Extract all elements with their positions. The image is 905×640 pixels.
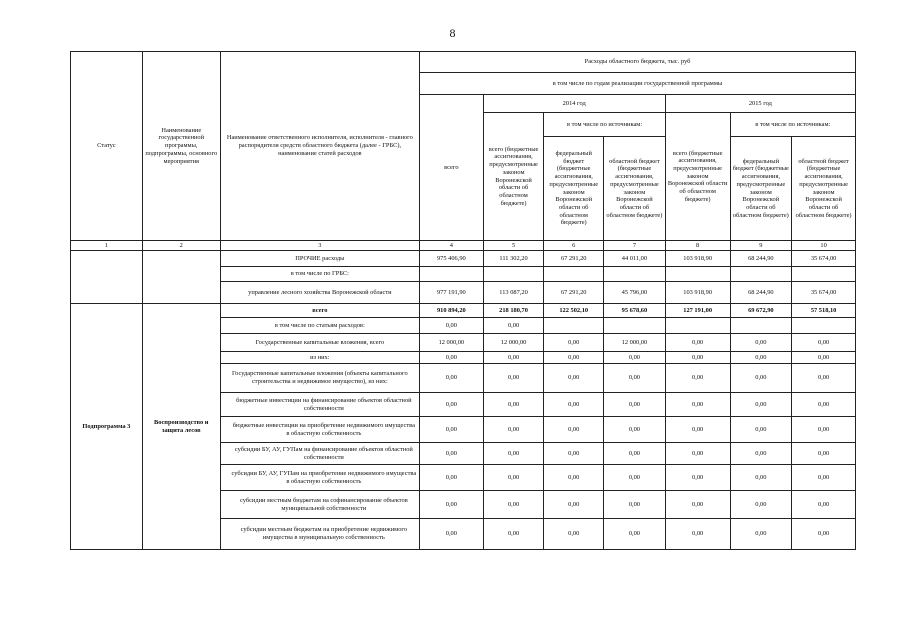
- cell-value: 0,00: [730, 491, 792, 519]
- header-by-sources-2014: в том числе по источникам:: [544, 113, 665, 137]
- cell-value: 0,00: [730, 334, 792, 352]
- cell-value: 95 678,60: [604, 304, 666, 318]
- cell-value: 0,00: [419, 443, 483, 465]
- cell-value: 103 918,90: [665, 282, 730, 304]
- cell-value: 0,00: [604, 443, 666, 465]
- cell-value: 12 000,00: [483, 334, 544, 352]
- cell-value: [730, 267, 792, 282]
- cell-value: 0,00: [792, 491, 856, 519]
- cell-value: 0,00: [483, 519, 544, 550]
- cell-value: 0,00: [604, 417, 666, 443]
- row-label: субсидии местным бюджетам на софинансирование объектов муниципальной собственности: [220, 491, 419, 519]
- cell-value: 0,00: [665, 334, 730, 352]
- header-federal-2014: федеральный бюджет (бюджетные ассигнования, предусмотренные законом Воронежской области об областном бюджете): [544, 137, 604, 241]
- cell-value: 977 191,90: [419, 282, 483, 304]
- cell-value: 35 674,00: [792, 282, 856, 304]
- row-label: всего: [220, 304, 419, 318]
- cell-value: 111 302,20: [483, 251, 544, 267]
- cell-value: 0,00: [665, 393, 730, 417]
- cell-value: 0,00: [792, 352, 856, 364]
- row-label: субсидии БУ, АУ, ГУПам на финансирование объектов областной собственности: [220, 443, 419, 465]
- cell-value: 218 180,70: [483, 304, 544, 318]
- col-number: 3: [220, 241, 419, 251]
- cell-value: 0,00: [483, 417, 544, 443]
- cell-value: 57 518,10: [792, 304, 856, 318]
- header-regional-2015: областной бюджет (бюджетные ассигнования, предусмотренные законом Воронежской области об областном бюджете): [792, 137, 856, 241]
- cell-value: 0,00: [419, 491, 483, 519]
- header-expenses: Расходы областного бюджета, тыс. руб: [419, 52, 855, 73]
- cell-value: 0,00: [665, 443, 730, 465]
- cell-value: 0,00: [792, 519, 856, 550]
- col-number: 7: [604, 241, 666, 251]
- cell-value: 0,00: [544, 334, 604, 352]
- cell-value: 0,00: [544, 443, 604, 465]
- cell-value: 113 087,20: [483, 282, 544, 304]
- cell-value: [730, 318, 792, 334]
- row-label: в том числе по ГРБС:: [220, 267, 419, 282]
- row-label: субсидии местным бюджетам на приобретение недвижимого имущества в муниципальную собственность: [220, 519, 419, 550]
- cell-value: 0,00: [730, 364, 792, 393]
- cell-value: 44 011,00: [604, 251, 666, 267]
- row-label: бюджетные инвестиции на финансирование объектов областной собственности: [220, 393, 419, 417]
- col-number: 2: [142, 241, 220, 251]
- cell-value: 0,00: [792, 417, 856, 443]
- cell-value: 69 672,90: [730, 304, 792, 318]
- cell-value: 45 796,00: [604, 282, 666, 304]
- cell-value: 0,00: [483, 364, 544, 393]
- cell-value: 910 894,20: [419, 304, 483, 318]
- cell-value: [604, 267, 666, 282]
- cell-value: 0,00: [419, 465, 483, 491]
- cell-value: 975 406,90: [419, 251, 483, 267]
- cell-value: 67 291,20: [544, 282, 604, 304]
- cell-value: 0,00: [544, 519, 604, 550]
- cell-value: 0,00: [604, 364, 666, 393]
- cell-value: 0,00: [544, 491, 604, 519]
- subprogram-status: Подпрограмма 3: [71, 304, 143, 550]
- cell-value: 0,00: [730, 519, 792, 550]
- cell-value: [665, 267, 730, 282]
- header-by-sources-2015: в том числе по источникам:: [730, 113, 856, 137]
- header-executor: Наименование ответственного исполнителя, исполнителя - главного распорядителя средств областного бюджета (далее - ГРБС), наименование статей расходов: [220, 52, 419, 241]
- cell-value: 0,00: [665, 364, 730, 393]
- row-label: управление лесного хозяйства Воронежской области: [220, 282, 419, 304]
- cell-value: 0,00: [665, 417, 730, 443]
- cell-value: 0,00: [419, 364, 483, 393]
- cell-value: 68 244,90: [730, 251, 792, 267]
- cell-value: 0,00: [419, 393, 483, 417]
- cell-value: 103 918,90: [665, 251, 730, 267]
- row-label: из них:: [220, 352, 419, 364]
- row-label: ПРОЧИЕ расходы: [220, 251, 419, 267]
- header-total: всего: [419, 95, 483, 241]
- cell-value: 67 291,20: [544, 251, 604, 267]
- cell-value: 0,00: [483, 443, 544, 465]
- header-federal-2015: федеральный бюджет (бюджетные ассигнования, предусмотренные законом Воронежской области об областном бюджете): [730, 137, 792, 241]
- header-status: Статус: [71, 52, 143, 241]
- cell-value: 35 674,00: [792, 251, 856, 267]
- cell-value: 0,00: [544, 393, 604, 417]
- col-number: 5: [483, 241, 544, 251]
- header-total-law-2015: всего (бюджетные ассигнования, предусмотренные законом Воронежской области об областном бюджете): [665, 113, 730, 241]
- cell-value: 0,00: [604, 491, 666, 519]
- cell-value: 0,00: [544, 352, 604, 364]
- header-year-2015: 2015 год: [665, 95, 855, 113]
- col-number: 4: [419, 241, 483, 251]
- cell-value: 0,00: [665, 519, 730, 550]
- cell-value: 0,00: [483, 393, 544, 417]
- cell-value: 0,00: [665, 352, 730, 364]
- header-regional-2014: областной бюджет (бюджетные ассигнования, предусмотренные законом Воронежской области об областном бюджете): [604, 137, 666, 241]
- cell-value: 0,00: [665, 491, 730, 519]
- header-program-name: Наименование государственной программы, подпрограммы, основного мероприятия: [142, 52, 220, 241]
- cell-value: 0,00: [792, 465, 856, 491]
- cell-value: 0,00: [792, 443, 856, 465]
- cell-value: 0,00: [730, 352, 792, 364]
- cell-value: 0,00: [544, 465, 604, 491]
- cell-value: [665, 318, 730, 334]
- cell-value: 0,00: [730, 465, 792, 491]
- cell-value: 127 191,00: [665, 304, 730, 318]
- cell-value: 0,00: [419, 519, 483, 550]
- cell-value: 0,00: [792, 393, 856, 417]
- cell-value: [544, 267, 604, 282]
- cell-value: 0,00: [604, 519, 666, 550]
- col-number: 10: [792, 241, 856, 251]
- cell-value: 0,00: [730, 417, 792, 443]
- cell-value: 0,00: [730, 393, 792, 417]
- cell-value: 12 000,00: [419, 334, 483, 352]
- cell-value: [483, 267, 544, 282]
- row-label: Государственные капитальные вложения (объекты капитального строительства и недвижимое имущество), из них:: [220, 364, 419, 393]
- col-number: 1: [71, 241, 143, 251]
- cell-value: 0,00: [730, 443, 792, 465]
- row-label: субсидии БУ, АУ, ГУПам на приобретение недвижимого имущества в областную собственность: [220, 465, 419, 491]
- cell-value: 0,00: [792, 334, 856, 352]
- row-label: бюджетные инвестиции на приобретение недвижимого имущества в областную собственность: [220, 417, 419, 443]
- cell-value: 0,00: [419, 352, 483, 364]
- cell-value: 68 244,90: [730, 282, 792, 304]
- cell-value: 0,00: [483, 465, 544, 491]
- col-number: 8: [665, 241, 730, 251]
- cell-value: [792, 318, 856, 334]
- cell-value: 0,00: [544, 417, 604, 443]
- cell-value: 12 000,00: [604, 334, 666, 352]
- cell-value: [604, 318, 666, 334]
- status-cell-empty: [71, 251, 143, 304]
- budget-table: [70, 51, 856, 550]
- cell-value: 0,00: [665, 465, 730, 491]
- col-number: 9: [730, 241, 792, 251]
- header-year-2014: 2014 год: [483, 95, 665, 113]
- col-number: 6: [544, 241, 604, 251]
- cell-value: [419, 267, 483, 282]
- cell-value: 122 502,10: [544, 304, 604, 318]
- cell-value: [544, 318, 604, 334]
- row-label: в том числе по статьям расходов:: [220, 318, 419, 334]
- cell-value: 0,00: [419, 318, 483, 334]
- cell-value: 0,00: [483, 352, 544, 364]
- cell-value: 0,00: [544, 364, 604, 393]
- cell-value: 0,00: [604, 393, 666, 417]
- cell-value: 0,00: [792, 364, 856, 393]
- cell-value: 0,00: [419, 417, 483, 443]
- cell-value: 0,00: [604, 465, 666, 491]
- name-cell-empty: [142, 251, 220, 304]
- cell-value: 0,00: [483, 491, 544, 519]
- cell-value: 0,00: [604, 352, 666, 364]
- cell-value: 0,00: [483, 318, 544, 334]
- page-number: 8: [449, 26, 456, 40]
- row-label: Государственные капитальные вложения, всего: [220, 334, 419, 352]
- cell-value: [792, 267, 856, 282]
- header-total-law-2014: всего (бюджетные ассигнования, предусмотренные законом Воронежской области об областном бюджете): [483, 113, 544, 241]
- subprogram-name: Воспроизводство и защита лесов: [142, 304, 220, 550]
- header-by-years: в том числе по годам реализации государственной программы: [419, 73, 855, 95]
